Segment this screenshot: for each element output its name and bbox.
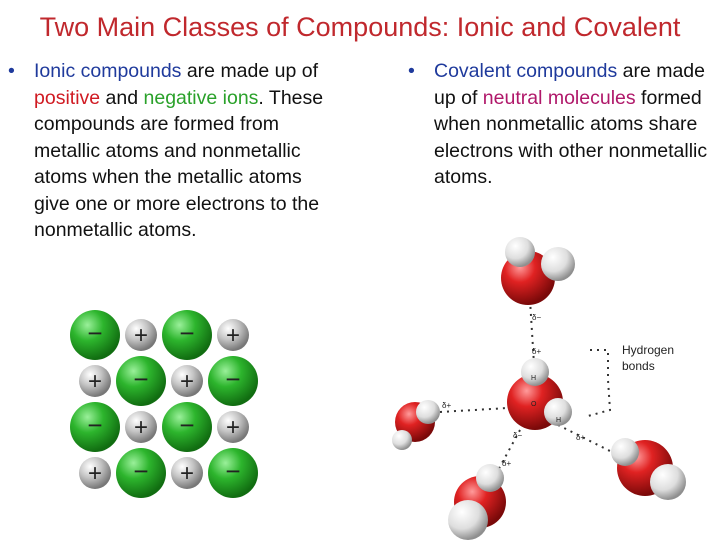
plus-sign: + <box>133 414 149 441</box>
water-molecule-left <box>392 400 440 450</box>
covalent-text-1: are made up of <box>434 60 706 109</box>
cation-sphere <box>125 319 157 351</box>
delta-plus-label: δ+ <box>576 433 586 442</box>
covalent-bullet-block <box>408 58 708 191</box>
anion-sphere <box>70 310 120 360</box>
cation-sphere <box>171 365 203 397</box>
hydrogen-bonds-label-line1: Hydrogen <box>622 343 675 357</box>
minus-sign: − <box>133 456 149 486</box>
ionic-lattice-illustration <box>70 310 270 510</box>
anion-sphere <box>116 448 166 498</box>
cation-sphere <box>79 365 111 397</box>
minus-sign: − <box>87 410 103 440</box>
hydrogen-atom-label: H <box>556 417 562 424</box>
plus-sign: + <box>87 460 103 487</box>
delta-minus-label: δ− <box>532 313 542 322</box>
delta-plus-label: δ+ <box>502 459 512 468</box>
minus-sign: − <box>179 410 195 440</box>
minus-sign: − <box>133 364 149 394</box>
cation-sphere <box>217 411 249 443</box>
cation-sphere <box>125 411 157 443</box>
hydrogen-atom-label: H <box>531 375 537 382</box>
water-molecule-right <box>611 438 686 500</box>
oxygen-atom-label: O <box>531 401 537 408</box>
water-molecule-center <box>507 358 572 430</box>
slide-title: Two Main Classes of Compounds: Ionic and Covalent <box>39 12 681 42</box>
plus-sign: + <box>179 460 195 487</box>
cation-sphere <box>217 319 249 351</box>
cation-sphere <box>171 457 203 489</box>
plus-sign: + <box>225 322 241 349</box>
ionic-text-3: . These compounds are formed from metallic atoms and nonmetallic atoms when the metallic atoms give one or more electrons to the nonmetallic atoms. <box>34 86 324 241</box>
cation-sphere <box>79 457 111 489</box>
bullet-marker: • <box>8 60 15 82</box>
covalent-compounds-term: Covalent compounds <box>434 60 618 82</box>
covalent-description <box>434 58 708 191</box>
minus-sign: − <box>179 318 195 348</box>
anion-sphere <box>208 356 258 406</box>
bullet-marker: • <box>408 60 415 82</box>
positive-term: positive <box>34 86 101 109</box>
ionic-compounds-term: Ionic compounds <box>34 60 182 82</box>
water-hydrogen-bond-diagram <box>380 230 700 540</box>
negative-ions-term: negative ions <box>143 86 259 109</box>
minus-sign: − <box>87 318 103 348</box>
covalent-text-2: formed when nonmetallic atoms share electrons with other nonmetallic atoms. <box>434 86 708 188</box>
ionic-text-2: and <box>100 86 144 109</box>
water-molecule-top <box>501 237 575 305</box>
hydrogen-bonds-label-line2: bonds <box>622 359 655 373</box>
anion-sphere <box>116 356 166 406</box>
delta-minus-label: δ− <box>513 431 523 440</box>
delta-plus-label: δ+ <box>442 401 452 410</box>
plus-sign: + <box>87 368 103 395</box>
ionic-description <box>34 58 338 244</box>
plus-sign: + <box>133 322 149 349</box>
anion-sphere <box>162 310 212 360</box>
anion-sphere <box>70 402 120 452</box>
neutral-molecules-term: neutral molecules <box>482 86 636 109</box>
water-molecule-bottom <box>448 464 506 540</box>
minus-sign: − <box>225 364 241 394</box>
anion-sphere <box>162 402 212 452</box>
plus-sign: + <box>179 368 195 395</box>
plus-sign: + <box>225 414 241 441</box>
minus-sign: − <box>225 456 241 486</box>
ionic-text-1: are made up of <box>181 60 319 82</box>
ionic-bullet-block <box>8 58 338 244</box>
delta-plus-label: δ+ <box>532 347 542 356</box>
anion-sphere <box>208 448 258 498</box>
